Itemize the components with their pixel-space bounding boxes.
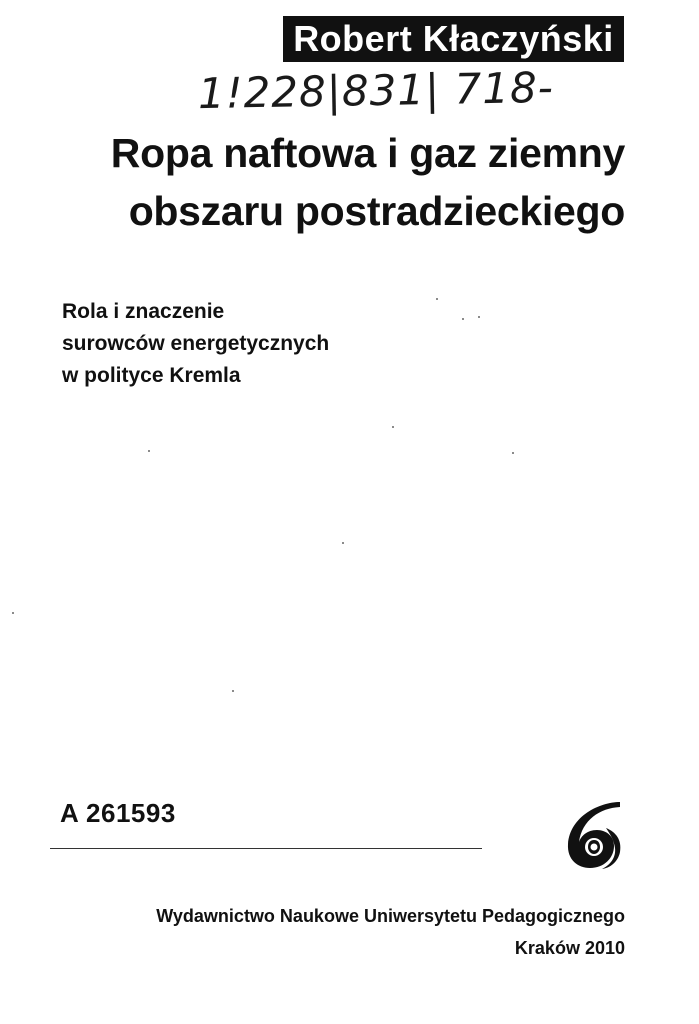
- subtitle-line-2: surowców energetycznych: [62, 332, 330, 355]
- catalog-number: A 261593: [60, 798, 176, 828]
- scan-speck: [392, 426, 394, 428]
- author-name: Robert Kłaczyński: [283, 16, 624, 62]
- scan-speck: [342, 542, 344, 544]
- publisher-name: Wydawnictwo Naukowe Uniwersytetu Pedagogicznego: [156, 906, 625, 926]
- publisher-place-year: Kraków 2010: [514, 938, 625, 958]
- title-line-1: Ropa naftowa i gaz ziemny: [110, 130, 625, 176]
- scan-speck: [12, 612, 14, 614]
- book-title: [111, 124, 625, 240]
- subtitle-line-1: Rola i znaczenie: [62, 300, 225, 323]
- publisher-info: [156, 900, 625, 964]
- handwritten-note: 1!228|831| 718-: [197, 62, 555, 119]
- book-subtitle: [62, 296, 329, 392]
- divider-line: [50, 848, 482, 849]
- title-line-2: obszaru postradzieckiego: [128, 188, 625, 234]
- scan-speck: [478, 316, 480, 318]
- scan-speck: [436, 298, 438, 300]
- scan-speck: [512, 452, 514, 454]
- scan-speck: [232, 690, 234, 692]
- subtitle-line-3: w polityce Kremla: [62, 364, 241, 387]
- publisher-logo-icon: [560, 798, 626, 870]
- scan-speck: [148, 450, 150, 452]
- scan-speck: [462, 318, 464, 320]
